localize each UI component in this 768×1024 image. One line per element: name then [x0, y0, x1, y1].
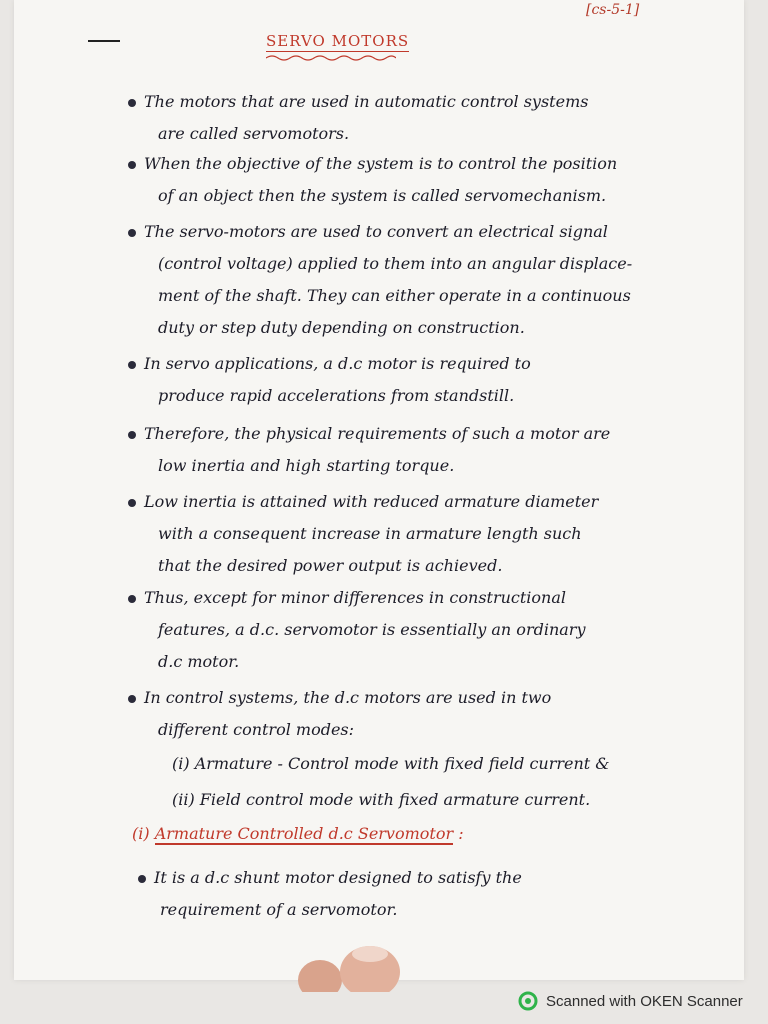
- item-line: Therefore, the physical requirements of such a motor are: [128, 418, 688, 450]
- item-line: that the desired power output is achieved.: [158, 556, 503, 575]
- item-line: low inertia and high starting torque.: [158, 456, 455, 475]
- bullet-item: [128, 486, 688, 582]
- bullet-icon: [128, 499, 136, 507]
- bullet-icon: [128, 595, 136, 603]
- item-line: requirement of a servomotor.: [160, 900, 398, 919]
- bullet-icon: [128, 161, 136, 169]
- section-heading-text: Armature Controlled d.c Servomotor: [154, 824, 454, 843]
- section-colon: :: [458, 824, 464, 843]
- item-line: with a consequent increase in armature length such: [158, 524, 582, 543]
- bullet-icon: [128, 431, 136, 439]
- section-number: (i): [132, 824, 150, 843]
- item-line: (control voltage) applied to them into an angular displace-: [158, 254, 633, 273]
- finger-photo-artifact: [290, 932, 430, 992]
- section-heading: [132, 824, 464, 843]
- item-line: are called servomotors.: [158, 124, 350, 143]
- bullet-item: [128, 682, 688, 746]
- item-line: duty or step duty depending on construction.: [158, 318, 525, 337]
- control-mode-list: [172, 746, 702, 818]
- bullet-item: [128, 86, 688, 150]
- item-line: features, a d.c. servomotor is essentially an ordinary: [158, 620, 586, 639]
- item-line: When the objective of the system is to control the position: [128, 148, 688, 180]
- item-line: In servo applications, a d.c motor is required to: [128, 348, 688, 380]
- scanner-logo-icon: [518, 991, 538, 1011]
- bullet-item: [128, 216, 688, 344]
- bullet-item: [128, 418, 688, 482]
- control-mode-item: (i) Armature - Control mode with fixed field current &: [172, 754, 610, 773]
- control-mode-item: (ii) Field control mode with fixed armature current.: [172, 790, 591, 809]
- bullet-icon: [128, 229, 136, 237]
- page-reference: [cs-5-1]: [586, 2, 640, 18]
- bullet-icon: [128, 361, 136, 369]
- bullet-item: [128, 582, 688, 678]
- item-line: different control modes:: [158, 720, 355, 739]
- item-line: produce rapid accelerations from standstill.: [158, 386, 515, 405]
- section-bullet-item: [138, 862, 698, 926]
- bullet-icon: [138, 875, 146, 883]
- item-line: It is a d.c shunt motor designed to satisfy the: [138, 862, 698, 894]
- item-line: The motors that are used in automatic control systems: [128, 86, 688, 118]
- item-line: d.c motor.: [158, 652, 240, 671]
- item-line: Thus, except for minor differences in constructional: [128, 582, 688, 614]
- item-line: of an object then the system is called servomechanism.: [158, 186, 607, 205]
- item-line: Low inertia is attained with reduced armature diameter: [128, 486, 688, 518]
- title-underline-wave: [266, 54, 396, 62]
- bullet-item: [128, 148, 688, 212]
- bullet-item: [128, 348, 688, 412]
- item-line: The servo-motors are used to convert an electrical signal: [128, 216, 688, 248]
- item-line: In control systems, the d.c motors are used in two: [128, 682, 688, 714]
- item-line: ment of the shaft. They can either operate in a continuous: [158, 286, 631, 305]
- bullet-icon: [128, 695, 136, 703]
- bullet-icon: [128, 99, 136, 107]
- scanner-watermark: [518, 990, 743, 1012]
- margin-dash: [88, 40, 120, 42]
- scanner-label: Scanned with OKEN Scanner: [546, 992, 743, 1010]
- page-title: SERVO MOTORS: [266, 32, 410, 50]
